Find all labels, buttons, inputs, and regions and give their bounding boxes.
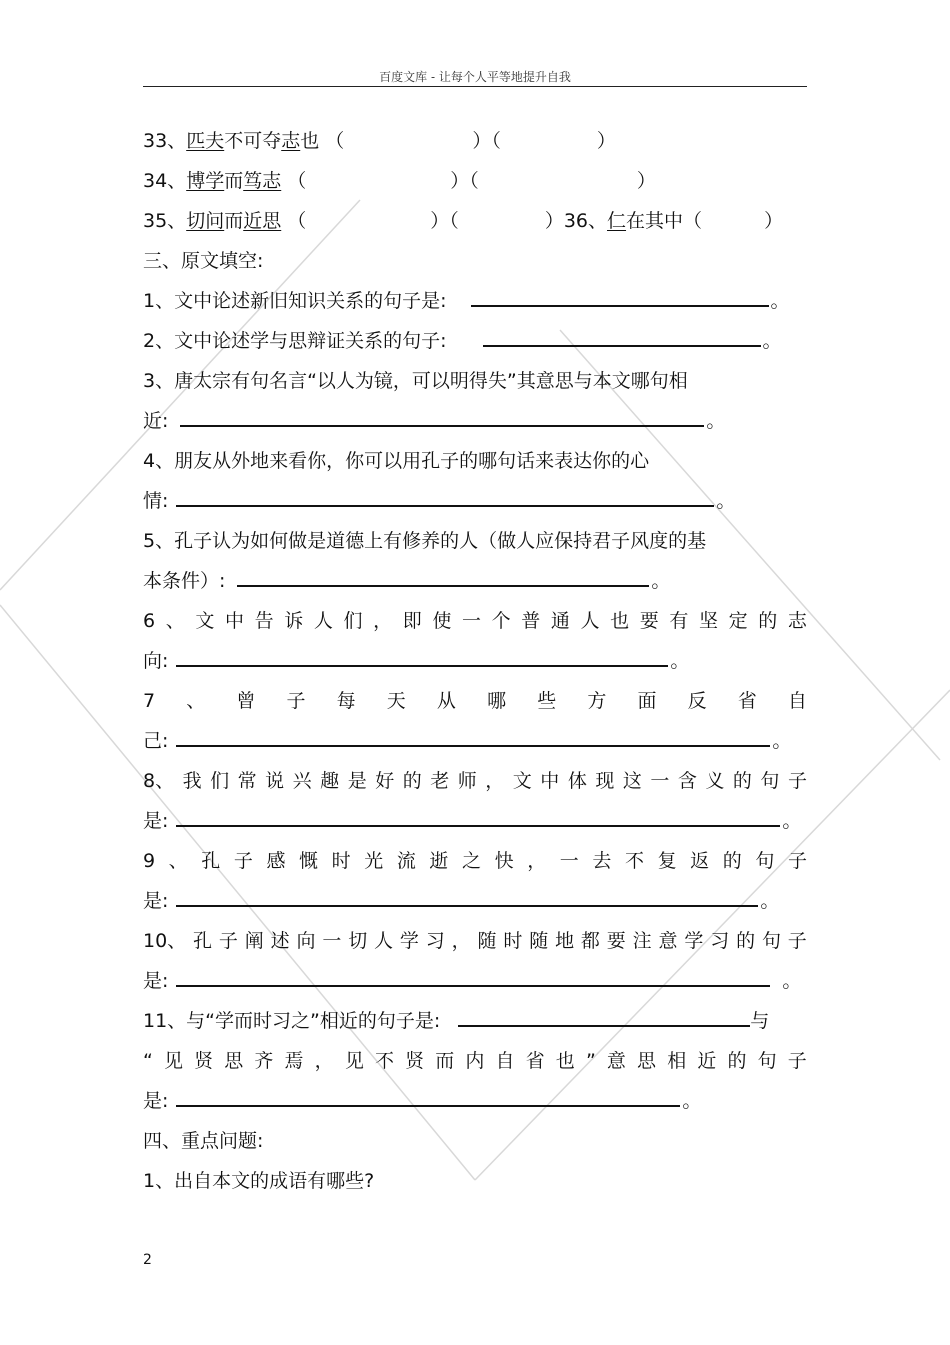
text-char: 天 xyxy=(386,690,406,712)
text-char: 省 xyxy=(737,690,757,712)
fill-item-9-question xyxy=(143,849,807,873)
text-char: 体 xyxy=(567,770,587,792)
text-char: 、 xyxy=(165,610,185,632)
text-char: 即 xyxy=(402,610,422,632)
fill-item-7-question xyxy=(143,689,807,713)
text-char: 思 xyxy=(224,1050,244,1072)
text-char: 近 xyxy=(697,1050,717,1072)
text-char: 相 xyxy=(667,1050,687,1072)
text-char: 习 xyxy=(425,930,445,952)
text-char: 习 xyxy=(710,930,730,952)
text-char: 、 xyxy=(186,690,206,712)
text-char: 慨 xyxy=(299,850,319,872)
text-char: 告 xyxy=(254,610,274,632)
answer-blank[interactable] xyxy=(471,289,769,307)
text-char: 子 xyxy=(787,930,807,952)
text-char: 感 xyxy=(266,850,286,872)
text-char: 坚 xyxy=(698,610,718,632)
answer-blank[interactable] xyxy=(458,1009,750,1027)
text-char: 光 xyxy=(364,850,384,872)
text-char: 流 xyxy=(396,850,416,872)
text-char: 不 xyxy=(624,850,644,872)
answer-blank[interactable] xyxy=(176,1089,680,1107)
fill-item-11-question-2 xyxy=(143,1049,807,1073)
text-char: 个 xyxy=(491,610,511,632)
text-char: 句 xyxy=(761,930,781,952)
text-char: 是 xyxy=(347,770,367,792)
text-char: 子 xyxy=(787,770,807,792)
fill-item-4-question: 4、朋友从外地来看你，你可以用孔子的哪句话来表达你的心 xyxy=(143,450,650,472)
text-char: 孔 xyxy=(201,850,221,872)
text-char: 定 xyxy=(728,610,748,632)
text-char: 6 xyxy=(143,610,156,632)
text-char: 贤 xyxy=(405,1050,425,1072)
text-char: 不 xyxy=(374,1050,394,1072)
text-char: 述 xyxy=(270,930,290,952)
text-char: 见 xyxy=(344,1050,364,1072)
text-char: 随 xyxy=(529,930,549,952)
text-char: 方 xyxy=(587,690,607,712)
text-char: 的 xyxy=(722,850,742,872)
page-number: 2 xyxy=(143,1252,152,1268)
text-char: 切 xyxy=(348,930,368,952)
fill-item-11-question: 11、与“学而时习之”相近的句子是: 与 xyxy=(143,1010,770,1032)
text-char: 老 xyxy=(430,770,450,792)
text-char: 复 xyxy=(657,850,677,872)
text-char: 们 xyxy=(343,610,363,632)
text-char: 好 xyxy=(375,770,395,792)
text-char: 9 xyxy=(143,850,156,872)
text-char: 去 xyxy=(592,850,612,872)
text-char: 使 xyxy=(432,610,452,632)
text-char: 趣 xyxy=(320,770,340,792)
text-char: 每 xyxy=(336,690,356,712)
fill-item-3-answer: 近: 。 xyxy=(143,410,726,432)
page-header: 百度文库 - 让每个人平等地提升自我 xyxy=(379,70,571,84)
text-char: 内 xyxy=(465,1050,485,1072)
text-char: 焉 xyxy=(284,1050,304,1072)
text-char: 要 xyxy=(639,610,659,632)
text-char: 子 xyxy=(218,930,238,952)
text-char: 文 xyxy=(512,770,532,792)
fill-item-6-question xyxy=(143,609,807,633)
text-char: 哪 xyxy=(487,690,507,712)
text-char: 有 xyxy=(669,610,689,632)
fill-item-3-question: 3、唐太宗有句名言“以人为镜，可以明得失”其意思与本文哪句相 xyxy=(143,370,688,392)
text-char: 通 xyxy=(550,610,570,632)
text-char: 7 xyxy=(143,690,156,712)
text-char: 人 xyxy=(313,610,333,632)
text-char: “ xyxy=(143,1050,153,1072)
text-char: 我 xyxy=(182,770,202,792)
section-4-title: 四、重点问题: xyxy=(143,1130,264,1152)
text-char: 学 xyxy=(399,930,419,952)
text-char: 8、 xyxy=(143,770,175,792)
vocab-item-34: 34、博学而笃志 （ ）（ ） xyxy=(143,170,656,192)
header-divider xyxy=(143,86,807,87)
answer-blank[interactable] xyxy=(176,649,668,667)
answer-blank[interactable] xyxy=(237,569,649,587)
text-char: 的 xyxy=(727,1050,747,1072)
text-char: ， xyxy=(373,610,393,632)
text-char: ， xyxy=(451,930,471,952)
text-char: 思 xyxy=(637,1050,657,1072)
fill-item-10-question xyxy=(143,929,807,953)
answer-blank[interactable] xyxy=(176,969,770,987)
text-char: 也 xyxy=(610,610,630,632)
text-char: 子 xyxy=(787,1050,807,1072)
answer-blank[interactable] xyxy=(176,729,770,747)
text-char: 也 xyxy=(555,1050,575,1072)
text-char: 快 xyxy=(494,850,514,872)
text-char: 10、 xyxy=(143,930,187,952)
text-char: 曾 xyxy=(236,690,256,712)
section-3-title: 三、原文填空: xyxy=(143,250,264,272)
text-char: 见 xyxy=(163,1050,183,1072)
text-char: 普 xyxy=(521,610,541,632)
text-char: 齐 xyxy=(254,1050,274,1072)
text-char: 现 xyxy=(595,770,615,792)
answer-blank[interactable] xyxy=(180,409,704,427)
text-char: 而 xyxy=(435,1050,455,1072)
text-char: 从 xyxy=(436,690,456,712)
text-char: 孔 xyxy=(193,930,213,952)
text-char: 人 xyxy=(580,610,600,632)
fill-item-8-question xyxy=(143,769,807,793)
fill-item-6-answer: 向: 。 xyxy=(143,650,690,672)
fill-item-10-answer: 是: 。 xyxy=(143,970,802,992)
text-char: 一 xyxy=(559,850,579,872)
answer-blank[interactable] xyxy=(176,809,780,827)
text-char: 诉 xyxy=(284,610,304,632)
fill-item-5-question: 5、孔子认为如何做是道德上有修养的人（做人应保持君子风度的基 xyxy=(143,530,707,552)
text-char: 中 xyxy=(224,610,244,632)
text-char: 都 xyxy=(580,930,600,952)
text-char: 子 xyxy=(233,850,253,872)
text-char: ， xyxy=(527,850,547,872)
text-char: 义 xyxy=(705,770,725,792)
text-char: 句 xyxy=(757,1050,777,1072)
text-char: 一 xyxy=(650,770,670,792)
key-question-1: 1、出自本文的成语有哪些? xyxy=(143,1170,375,1192)
text-char: 意 xyxy=(606,1050,626,1072)
text-char: 子 xyxy=(286,690,306,712)
text-char: 常 xyxy=(237,770,257,792)
fill-item-4-answer: 情: 。 xyxy=(143,490,736,512)
text-char: 自 xyxy=(787,690,807,712)
text-char: 贤 xyxy=(194,1050,214,1072)
text-char: 省 xyxy=(525,1050,545,1072)
text-char: 之 xyxy=(462,850,482,872)
text-char: 向 xyxy=(296,930,316,952)
text-char: 要 xyxy=(606,930,626,952)
text-char: 些 xyxy=(537,690,557,712)
text-char: ， xyxy=(485,770,505,792)
vocab-item-35-36: 35、切问而近思 （ ）（ ）36、仁在其中（ ） xyxy=(143,210,784,232)
fill-item-8-answer: 是: 。 xyxy=(143,810,802,832)
text-char: 时 xyxy=(503,930,523,952)
text-char: 一 xyxy=(322,930,342,952)
text-char: 句 xyxy=(760,770,780,792)
text-char: 师 xyxy=(457,770,477,792)
text-char: 面 xyxy=(637,690,657,712)
text-char: 地 xyxy=(555,930,575,952)
text-char: ” xyxy=(585,1050,596,1072)
text-char: 的 xyxy=(736,930,756,952)
text-char: 中 xyxy=(540,770,560,792)
text-char: 句 xyxy=(755,850,775,872)
text-char: 意 xyxy=(658,930,678,952)
fill-item-9-answer: 是: 。 xyxy=(143,890,780,912)
text-char: 志 xyxy=(787,610,807,632)
answer-blank[interactable] xyxy=(176,889,758,907)
text-char: 反 xyxy=(687,690,707,712)
fill-item-5-answer: 本条件）: 。 xyxy=(143,570,671,592)
text-char: 时 xyxy=(331,850,351,872)
text-char: 含 xyxy=(677,770,697,792)
text-char: 子 xyxy=(787,850,807,872)
text-char: 一 xyxy=(461,610,481,632)
answer-blank[interactable] xyxy=(483,329,761,347)
text-char: 学 xyxy=(684,930,704,952)
text-char: 随 xyxy=(477,930,497,952)
fill-item-1: 1、文中论述新旧知识关系的句子是: 。 xyxy=(143,290,790,312)
text-char: 们 xyxy=(210,770,230,792)
fill-item-2: 2、文中论述学与思辩证关系的句子: 。 xyxy=(143,330,782,352)
fill-item-11-answer: 是: 。 xyxy=(143,1090,702,1112)
answer-blank[interactable] xyxy=(176,489,714,507)
text-char: 文 xyxy=(195,610,215,632)
text-char: 注 xyxy=(632,930,652,952)
text-char: 的 xyxy=(758,610,778,632)
text-char: 这 xyxy=(622,770,642,792)
text-char: 、 xyxy=(168,850,188,872)
text-char: 的 xyxy=(402,770,422,792)
vocab-item-33: 33、匹夫不可夺志也 （ ）（ ） xyxy=(143,130,616,152)
text-char: 兴 xyxy=(292,770,312,792)
text-char: 阐 xyxy=(244,930,264,952)
text-char: 说 xyxy=(265,770,285,792)
text-char: 人 xyxy=(374,930,394,952)
text-char: 逝 xyxy=(429,850,449,872)
text-char: 返 xyxy=(690,850,710,872)
text-char: 的 xyxy=(732,770,752,792)
text-char: 自 xyxy=(495,1050,515,1072)
text-char: ， xyxy=(314,1050,334,1072)
fill-item-7-answer: 己: 。 xyxy=(143,730,792,752)
